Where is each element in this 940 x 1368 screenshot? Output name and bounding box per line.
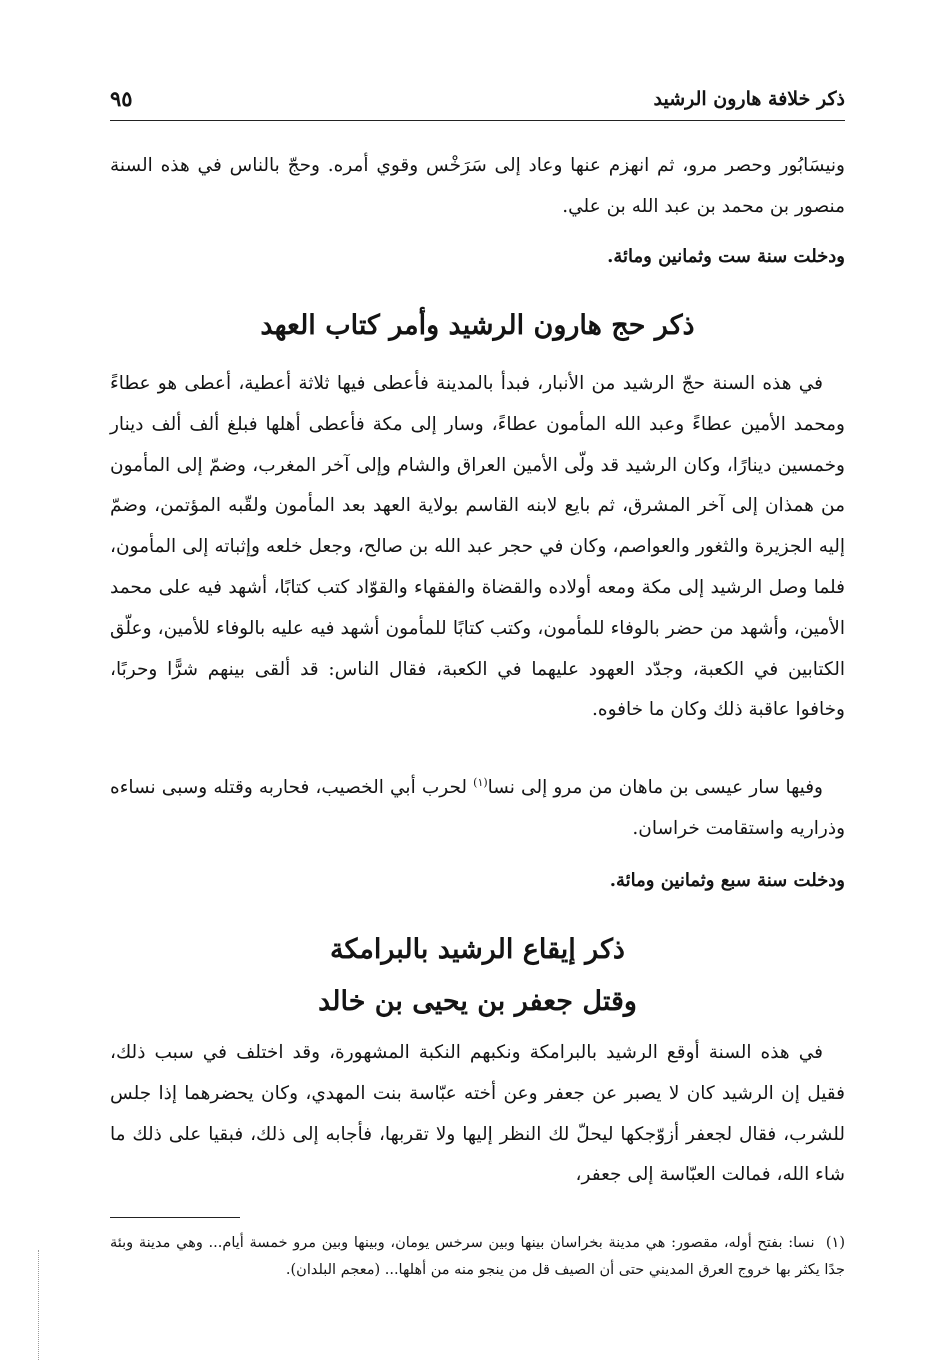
year-187-line: ودخلت سنة سبع وثمانين ومائة.: [609, 870, 845, 891]
footnote-text: نسا: بفتح أوله، مقصور: هي مدينة بخراسان بينها وبين سرخس يومان، وبينها وبين مرو خمسة أيام... وهي مدينة وبئة جدًا يكثر بها خروج العرق المديني حتى أن الصيف قل من ينجو منه من أهلها... (معجم البلدان).: [110, 1235, 845, 1278]
paragraph-1-block: [110, 146, 845, 228]
section-2-heading-block: [110, 924, 845, 1028]
section-2-title-line-1: ذكر إيقاع الرشيد بالبرامكة: [330, 934, 625, 965]
footnote-mark: (١): [825, 1235, 846, 1251]
footnote-divider: [110, 1217, 240, 1218]
paragraph-4: في هذه السنة أوقع الرشيد بالبرامكة ونكبهم النكبة المشهورة، وقد اختلف في سبب ذلك، فقيل إن الرشيد كان لا يصبر عن جعفر وعن أخته عبّاسة بنت المهدي، وكان يحضرهما إذا جلس للشرب، فقال لجعفر أزوّجكها ليحلّ لك النظر إليها ولا تقربها، فأجابه إلى ذلك، فبقيا على ذلك ما شاء الله، فمالت العبّاسة إلى جعفر،: [110, 1042, 845, 1186]
running-title: ذكر خلافة هارون الرشيد: [653, 88, 845, 110]
page-number: ٩٥: [110, 86, 133, 111]
paragraph-4-block: [110, 1033, 845, 1196]
paragraph-2-block: [110, 364, 845, 731]
footnote-block: [110, 1230, 845, 1284]
section-1-title: ذكر حج هارون الرشيد وأمر كتاب العهد: [260, 310, 695, 341]
year-186-line: ودخلت سنة ست وثمانين ومائة.: [607, 246, 845, 267]
paragraph-1: ونيسَابُور وحصر مرو، ثم انهزم عنها وعاد إلى سَرَخْس وقوي أمره. وحجّ بالناس في هذه السنة منصور بن محمد بن عبد الله بن علي.: [110, 155, 845, 217]
footnote-reference[interactable]: (١): [473, 775, 488, 789]
paragraph-3: [110, 768, 845, 850]
margin-scan-mark: [38, 1250, 40, 1360]
paragraph-3-part-2: لحرب أبي الخصيب، فحاربه وقتله وسبى نساءه وذراريه واستقامت خراسان.: [110, 777, 845, 839]
paragraph-3-part-1: وفيها سار عيسى بن ماهان من مرو إلى نسا: [487, 777, 823, 798]
section-1-heading-block: [110, 300, 845, 352]
paragraph-2: في هذه السنة حجّ الرشيد من الأنبار، فبدأ بالمدينة فأعطى فيها ثلاثة أعطية، أعطى هو عطاءً ومحمد الأمين عطاءً وعبد الله المأمون عطاءً، وسار إلى مكة فأعطى أهلها فبلغ ألف ألف دينار وخمسين دينارًا، وكان الرشيد قد ولّى الأمين العراق والشام وإلى آخر المغرب، وضمّ إلى المأمون من همذان إلى آخر المشرق، ثم بايع لابنه القاسم بولاية العهد بعد المأمون ولقّبه المؤتمن، وضمّ إليه الجزيرة والثغور والعواصم، وكان في حجر عبد الله بن صالح، وجعل خلعه وإثباته إلى المأمون، فلما وصل الرشيد إلى مكة ومعه أولاده والقضاة والفقهاء والقوّاد كتب كتابًا، أشهد فيه على محمد الأمين، وأشهد من حضر بالوفاء للمأمون، وكتب كتابًا للمأمون أشهد فيه عليه بالوفاء للأمين، وعلّق الكتابين في الكعبة، وجدّد العهود عليهما في الكعبة، فقال الناس: قد ألقى بينهم شرًّا وحربًا، وخافوا عاقبة ذلك وكان ما خافوه.: [110, 373, 845, 721]
year-186-block: [110, 246, 845, 267]
year-187-block: [110, 870, 845, 891]
footnote-1: [110, 1230, 845, 1284]
section-2-title-line-2: وقتل جعفر بن يحيى بن خالد: [318, 986, 637, 1017]
running-header: [110, 86, 845, 121]
paragraph-3-block: [110, 768, 845, 850]
